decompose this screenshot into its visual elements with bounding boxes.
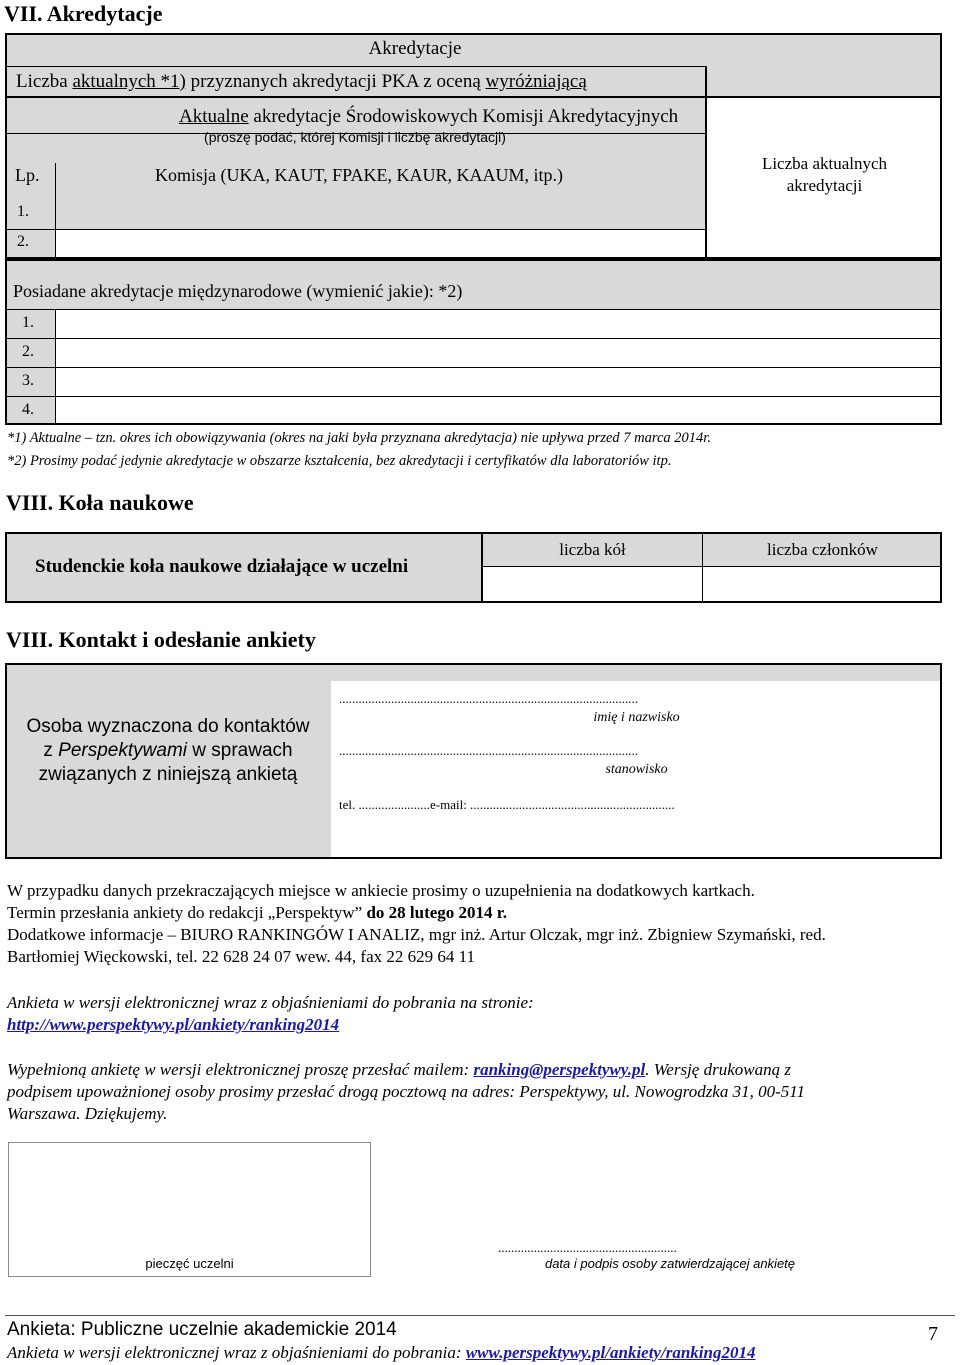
footer-download: Ankieta w wersji elektronicznej wraz z objaśnieniami do pobrania: www.perspektywy.pl/ankiety/ranking2014 [7, 1343, 756, 1362]
email-link[interactable]: ranking@perspektywy.pl [473, 1060, 646, 1079]
download-text: Ankieta w wersji elektronicznej wraz z objaśnieniami do pobrania na stronie: [7, 993, 534, 1012]
footer-title: Ankieta: Publiczne uczelnie akademickie 2014 [7, 1319, 397, 1340]
info-block [7, 880, 952, 968]
contact-person-label: Osoba wyznaczona do kontaktów z Perspektywami w sprawach związanych z niniejszą ankietą [26, 716, 310, 785]
info-contact-2: Bartłomiej Więckowski, tel. 22 628 24 07 wew. 44, fax 22 629 64 11 [7, 947, 476, 966]
row-number: 3. [22, 372, 34, 389]
pka-count-label: Liczba aktualnych *1) przyznanych akredytacji PKA z oceną wyróżniającą [16, 71, 587, 92]
submit-info: Wypełnioną ankietę w wersji elektronicznej proszę przesłać mailem: ranking@perspektywy.pl. Wersję drukowaną z podpisem upoważnionej osoby prosimy przesłać drogą pocztową na adres: Perspektywy, ul. Nowogrodzka 31, 00-511 Warszawa. Dziękujemy. [7, 1059, 952, 1125]
section-8-heading: VIII. Koła naukowe [6, 490, 194, 515]
clubs-count-header: liczba kół [559, 540, 626, 559]
submit-address: podpisem upoważnionej osoby prosimy przesłać drogą pocztową na adres: Perspektywy, ul. Nowogrodzka 31, 00-511 [7, 1082, 806, 1101]
download-info [7, 992, 952, 1036]
international-label: Posiadane akredytacje międzynarodowe (wymienić jakie): *2) [13, 281, 463, 301]
contact-table [5, 663, 942, 859]
info-deadline: Termin przesłania ankiety do redakcji „Perspektyw” do 28 lutego 2014 r. [7, 903, 508, 922]
sk-label: Aktualne akredytacje Środowiskowych Komisji Akredytacyjnych [179, 106, 679, 127]
row-number: 1. [17, 203, 29, 220]
page-number: 7 [928, 1323, 938, 1345]
komisja-header: Komisja (UKA, KAUT, FPAKE, KAUR, KAAUM, itp.) [155, 165, 564, 185]
footnote-1: *1) Aktualne – tzn. okres ich obowiązywania (okres na jaki była przyznana akredytacja) nie upływa przed 7 marca 2014r. [7, 430, 711, 446]
clubs-count-field[interactable] [484, 568, 701, 601]
members-count-field[interactable] [704, 568, 940, 601]
row-number: 1. [22, 314, 34, 331]
lp-header: Lp. [15, 165, 40, 185]
table-title: Akredytacje [368, 38, 462, 59]
info-extra-pages: W przypadku danych przekraczających miejsce w ankiecie prosimy o uzupełnienia na dodatkowych kartkach. [7, 881, 755, 900]
position-field[interactable]: ............................................................................................ [339, 743, 638, 758]
row-number: 4. [22, 401, 34, 418]
row-number: 2. [17, 233, 29, 250]
footnote-2: *2) Prosimy podać jedynie akredytacje w obszarze kształcenia, bez akredytacji i certyfikatów dla laboratoriów itp. [7, 453, 672, 469]
info-contact-1: Dodatkowe informacje – BIURO RANKINGÓW I ANALIZ, mgr inż. Artur Olczak, mgr inż. Zbigniew Szymański, red. [7, 925, 826, 944]
phone-email-field[interactable]: tel. ......................e-mail: ............................................................... [339, 797, 675, 812]
stamp-caption: pieczęć uczelni [145, 1256, 234, 1271]
footer-rule [5, 1315, 955, 1316]
row-number: 2. [22, 343, 34, 360]
sk-note: (proszę podać, której Komisji i liczbę akredytacji) [204, 129, 506, 145]
science-clubs-label: Studenckie koła naukowe działające w uczelni [35, 556, 409, 577]
science-clubs-table [5, 532, 942, 603]
section-contact-heading: VIII. Kontakt i odesłanie ankiety [6, 627, 316, 652]
members-count-header: liczba członków [767, 540, 878, 559]
name-field[interactable]: ............................................................................................ [339, 691, 638, 706]
section-7-heading: VII. Akredytacje [4, 1, 163, 26]
footer-link[interactable]: www.perspektywy.pl/ankiety/ranking2014 [465, 1343, 756, 1362]
name-caption: imię i nazwisko [593, 710, 680, 725]
download-link[interactable]: http://www.perspektywy.pl/ankiety/ranking2014 [7, 1015, 340, 1034]
position-caption: stanowisko [605, 762, 668, 777]
accreditation-table [5, 33, 942, 259]
signature-line[interactable]: ....................................................... [498, 1240, 677, 1255]
signature-caption: data i podpis osoby zatwierdzającej ankietę [544, 1256, 796, 1271]
submit-thanks: Warszawa. Dziękujemy. [7, 1104, 168, 1123]
count-header: Liczba aktualnych akredytacji [761, 154, 888, 195]
international-table [5, 259, 942, 425]
